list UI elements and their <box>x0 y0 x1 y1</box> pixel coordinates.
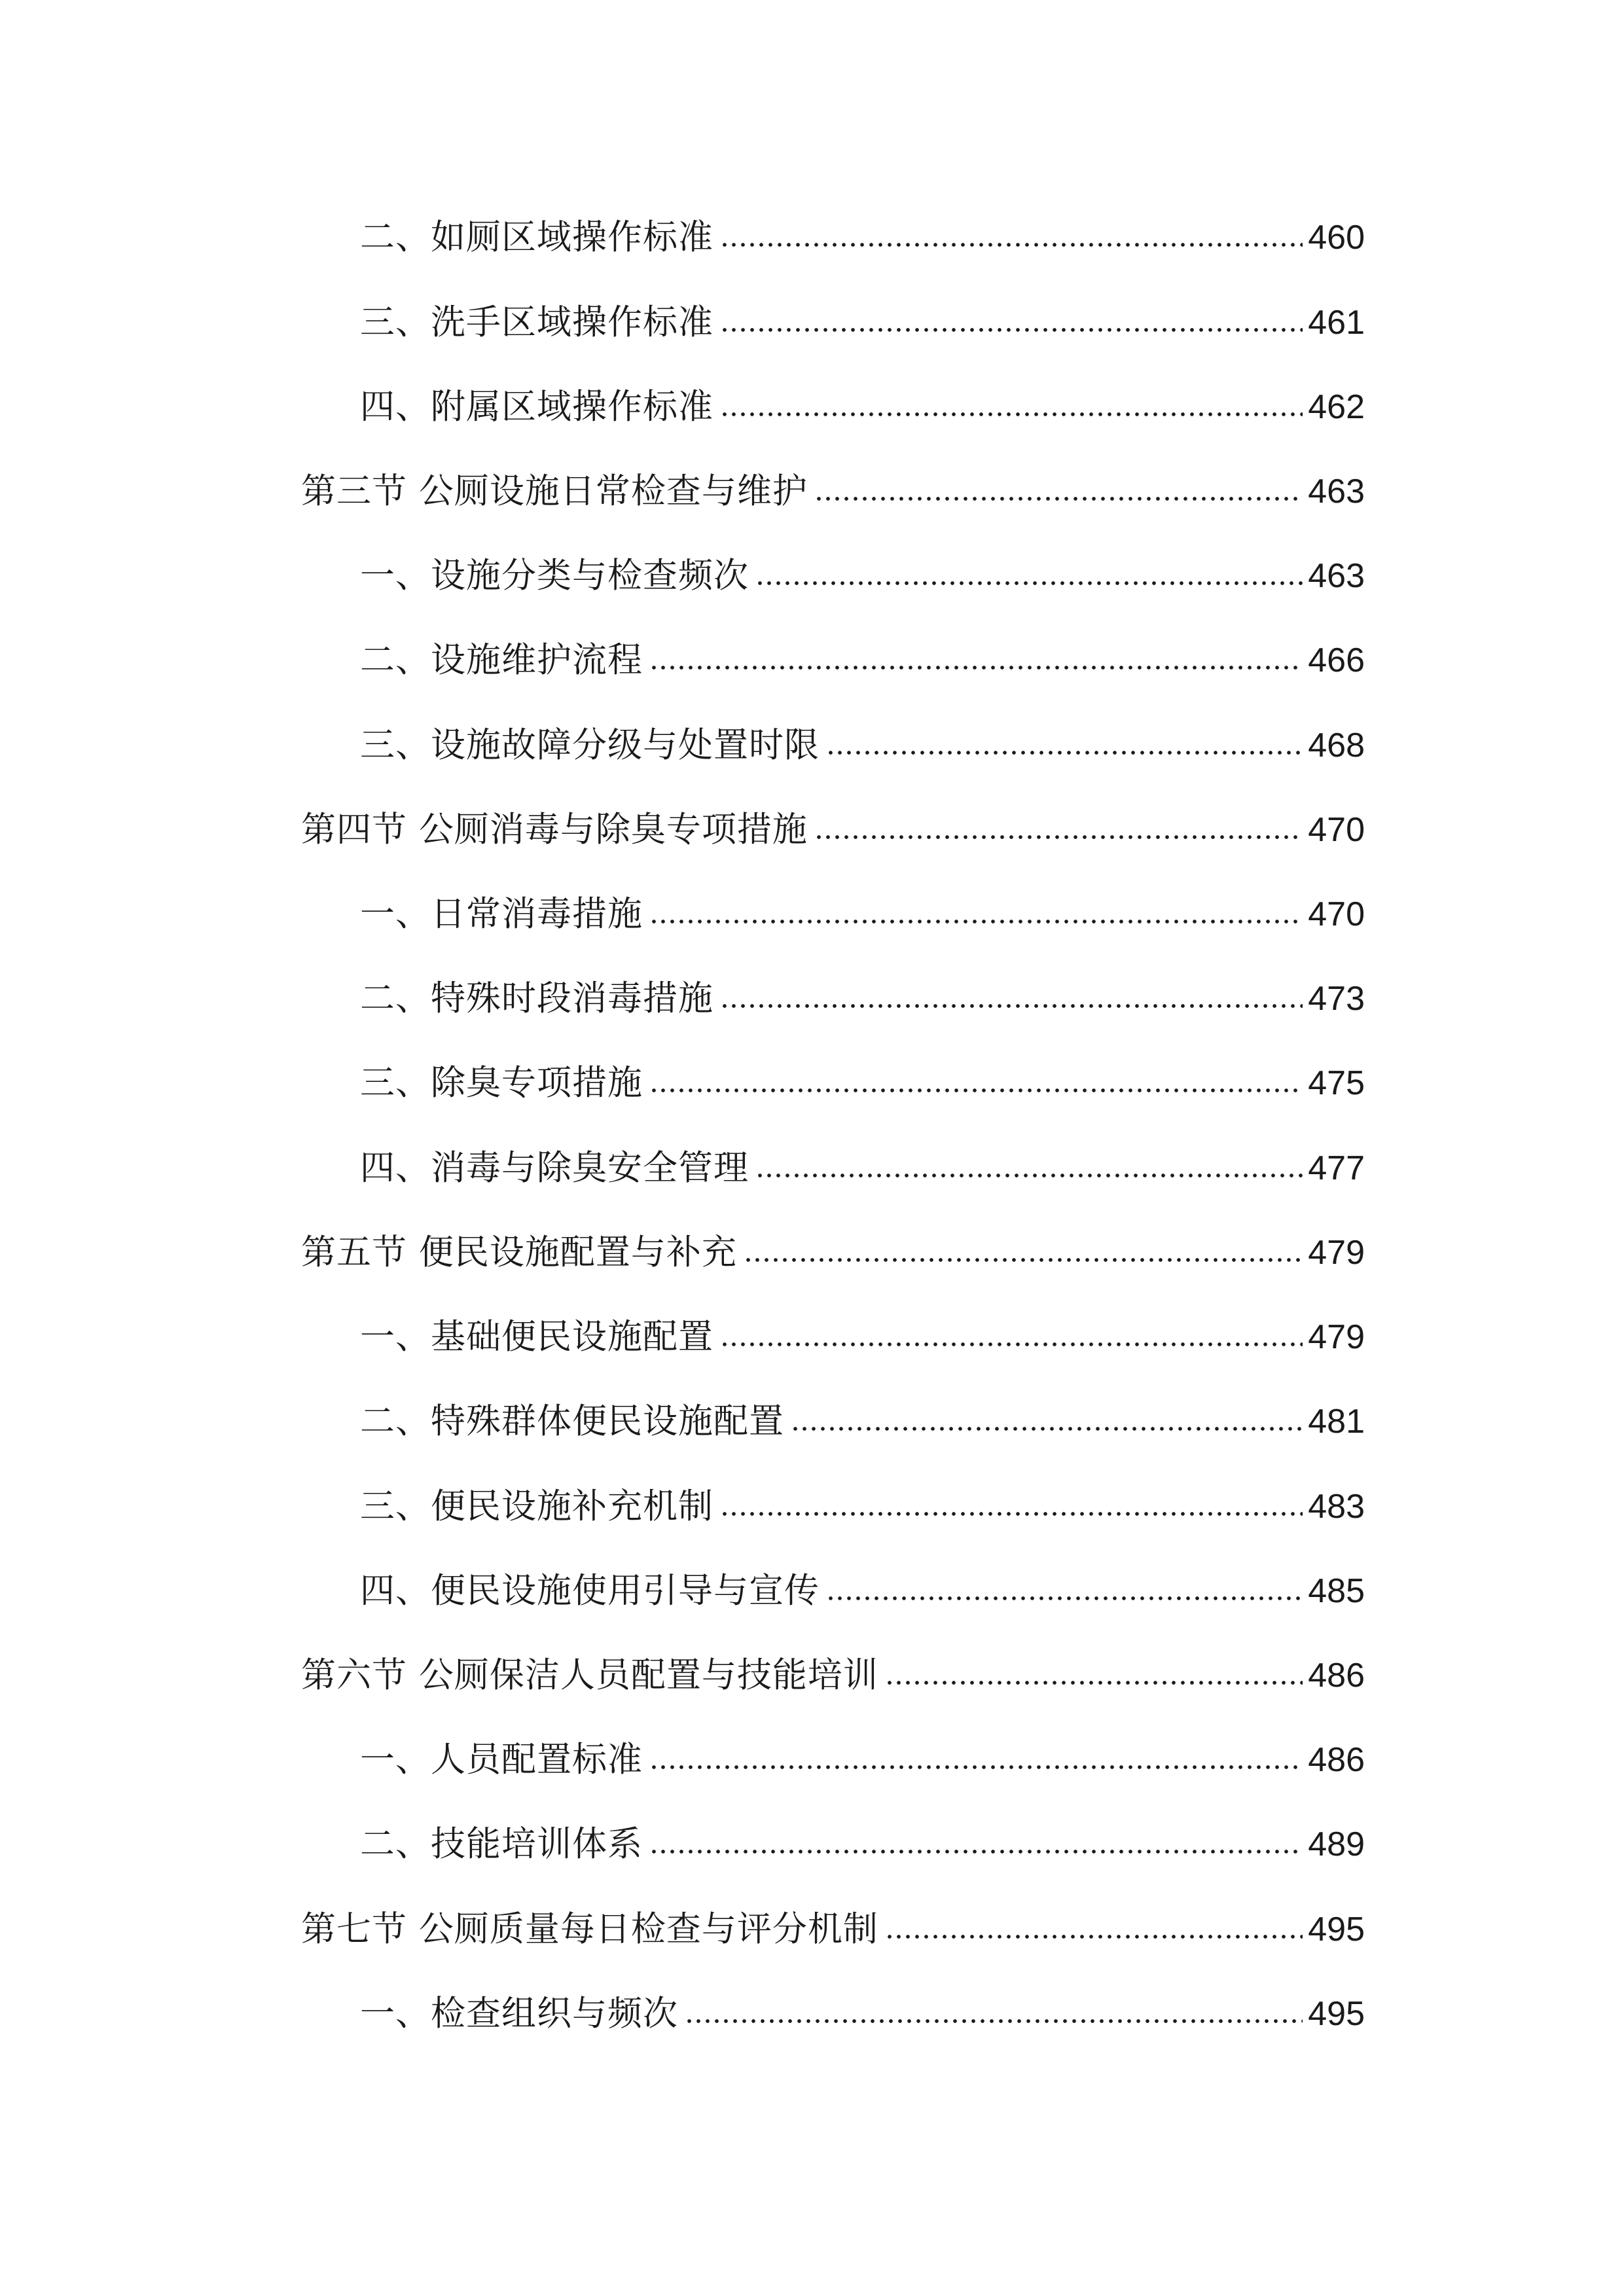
toc-entry[interactable] <box>360 976 1365 1022</box>
dot-leader <box>720 1001 1303 1011</box>
toc-entry-title: 四、附属区域操作标准 <box>360 387 713 427</box>
toc-entry[interactable] <box>360 1821 1365 1867</box>
toc-entry-title: 一、基础便民设施配置 <box>360 1317 713 1357</box>
toc-entry-page: 486 <box>1308 1657 1365 1695</box>
toc-entry-title: 二、设施维护流程 <box>360 640 643 680</box>
dot-leader <box>744 1255 1303 1265</box>
toc-entry-page: 463 <box>1308 557 1365 595</box>
toc-entry-title: 二、特殊时段消毒措施 <box>360 978 713 1018</box>
toc-entry[interactable] <box>360 215 1365 260</box>
toc-entry[interactable] <box>360 1568 1365 1614</box>
dot-leader <box>720 1509 1303 1518</box>
toc-entry[interactable] <box>301 1907 1365 1952</box>
toc-entry-page: 495 <box>1308 1910 1365 1948</box>
toc-entry-page: 486 <box>1308 1741 1365 1779</box>
dot-leader <box>649 663 1303 672</box>
dot-leader <box>649 1086 1303 1095</box>
toc-entry-page: 463 <box>1308 473 1365 511</box>
dot-leader <box>755 579 1303 588</box>
toc-entry-title: 一、检查组织与频次 <box>360 1994 678 2034</box>
toc-entry-title: 四、消毒与除臭安全管理 <box>360 1148 749 1188</box>
dot-leader <box>649 1763 1303 1772</box>
toc-entry-title: 三、洗手区域操作标准 <box>360 302 713 342</box>
dot-leader <box>685 2017 1303 2026</box>
dot-leader <box>649 917 1303 926</box>
toc-entry[interactable] <box>360 1145 1365 1191</box>
toc-entry-title: 第五节 便民设施配置与补充 <box>301 1232 737 1272</box>
toc-entry-page: 466 <box>1308 641 1365 679</box>
toc-entry[interactable] <box>301 469 1365 514</box>
toc-entry-title: 三、便民设施补充机制 <box>360 1486 713 1526</box>
toc-entry[interactable] <box>301 807 1365 853</box>
toc-entry[interactable] <box>360 1314 1365 1360</box>
dot-leader <box>720 1340 1303 1349</box>
dot-leader <box>720 325 1303 334</box>
toc-entry-page: 481 <box>1308 1403 1365 1441</box>
toc-entry[interactable] <box>360 1060 1365 1106</box>
toc-entry-title: 四、便民设施使用引导与宣传 <box>360 1571 820 1611</box>
toc-entry-title: 第七节 公厕质量每日检查与评分机制 <box>301 1909 878 1949</box>
dot-leader <box>791 1424 1303 1433</box>
toc-entry-page: 461 <box>1308 304 1365 342</box>
toc-entry-title: 三、设施故障分级与处置时限 <box>360 725 820 765</box>
toc-entry[interactable] <box>360 891 1365 937</box>
toc-entry[interactable] <box>360 384 1365 430</box>
toc-entry-title: 二、特殊群体便民设施配置 <box>360 1401 784 1441</box>
toc-entry-page: 470 <box>1308 895 1365 933</box>
toc-entry[interactable] <box>301 1653 1365 1698</box>
toc-entry-page: 470 <box>1308 811 1365 849</box>
toc-entry-page: 473 <box>1308 980 1365 1018</box>
dot-leader <box>814 494 1303 503</box>
toc-entry[interactable] <box>360 1991 1365 2037</box>
toc-entry-page: 477 <box>1308 1149 1365 1187</box>
toc-entry[interactable] <box>301 1230 1365 1276</box>
toc-entry-title: 一、设施分类与检查频次 <box>360 556 749 596</box>
toc-entry-title: 二、如厕区域操作标准 <box>360 217 713 257</box>
toc-entry-page: 495 <box>1308 1995 1365 2033</box>
toc-entry[interactable] <box>360 723 1365 768</box>
toc-entry-page: 468 <box>1308 726 1365 764</box>
toc-entry-page: 462 <box>1308 388 1365 426</box>
dot-leader <box>885 1678 1303 1687</box>
toc-entry-page: 475 <box>1308 1064 1365 1102</box>
toc-entry-title: 第六节 公厕保洁人员配置与技能培训 <box>301 1655 878 1695</box>
toc-entry-page: 460 <box>1308 219 1365 257</box>
dot-leader <box>649 1847 1303 1856</box>
toc-entry[interactable] <box>360 1737 1365 1783</box>
toc-entry-page: 479 <box>1308 1318 1365 1356</box>
dot-leader <box>826 748 1303 757</box>
dot-leader <box>720 240 1303 249</box>
toc-entry[interactable] <box>360 1399 1365 1444</box>
toc-entry[interactable] <box>360 553 1365 599</box>
dot-leader <box>885 1932 1303 1941</box>
toc-entry[interactable] <box>360 637 1365 683</box>
dot-leader <box>720 410 1303 419</box>
toc-entry-page: 485 <box>1308 1572 1365 1610</box>
toc-entry[interactable] <box>360 300 1365 346</box>
toc-entry-title: 二、技能培训体系 <box>360 1824 643 1864</box>
toc-entry-page: 489 <box>1308 1825 1365 1863</box>
dot-leader <box>755 1171 1303 1180</box>
toc-entry-title: 三、除臭专项措施 <box>360 1063 643 1103</box>
toc-entry-title: 第三节 公厕设施日常检查与维护 <box>301 471 808 511</box>
toc-entry[interactable] <box>360 1484 1365 1530</box>
toc-entry-title: 一、日常消毒措施 <box>360 894 643 934</box>
toc-entry-title: 第四节 公厕消毒与除臭专项措施 <box>301 810 808 850</box>
toc-entry-page: 483 <box>1308 1488 1365 1526</box>
toc-entry-page: 479 <box>1308 1234 1365 1272</box>
dot-leader <box>826 1594 1303 1603</box>
dot-leader <box>814 833 1303 842</box>
toc-entry-title: 一、人员配置标准 <box>360 1740 643 1780</box>
